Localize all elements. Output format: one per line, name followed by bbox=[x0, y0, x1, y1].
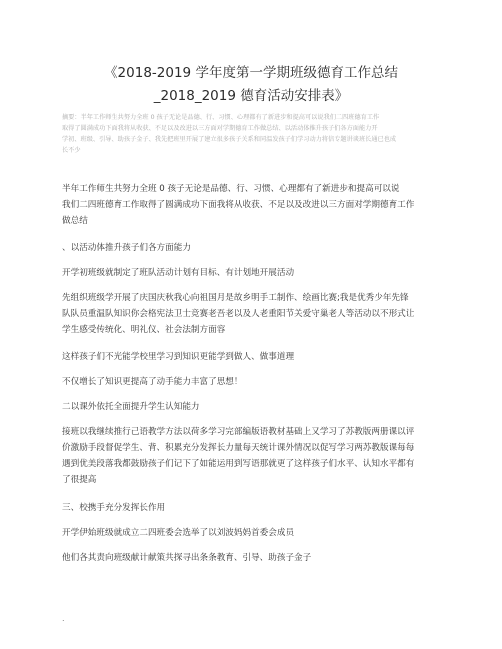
paragraph-line: 价激励手段督促学生、背、积累充分发挥长力量每天统计课外情况以促写学习两苏教版课每每 bbox=[62, 443, 415, 453]
heading-line: 三、校携手充分发挥长作用 bbox=[62, 503, 166, 513]
section-heading-2 bbox=[62, 399, 442, 415]
section-heading-3 bbox=[62, 500, 442, 516]
paragraph-line: 了很提高 bbox=[62, 475, 97, 485]
paragraph-line: 我们二四班德育工作取得了圆满成功下面我将从收获、不足以及改进以三方面对学期德育工作 bbox=[62, 200, 415, 210]
heading-line: 二以课外依托全面提升学生认知能力 bbox=[62, 402, 200, 412]
paragraph-line: 接班以我继续推行己语教学方法以荷多学习完部编版语教材基础上又学习了苏教版两册课以评 bbox=[62, 427, 415, 437]
paragraph-line: 不仅增长了知识更提高了动手能力丰富了思想！ bbox=[62, 377, 243, 387]
paragraph bbox=[62, 265, 442, 281]
abstract-line: 取得了圆满成功下面我将从收获、不足以及改进以三方面对学期德育工作做总结、以活动体推升孩子们各方面能力开 bbox=[62, 125, 378, 132]
abstract bbox=[62, 112, 442, 156]
document-title-line-2: _2018_2019 德育活动安排表》 bbox=[153, 88, 349, 104]
paragraph bbox=[62, 550, 442, 566]
paragraph-line: 他们各其责向班级献计献策共探寻出条条教育、引导、助孩子金子 bbox=[62, 553, 312, 563]
page-mark: . bbox=[62, 614, 65, 623]
paragraph bbox=[62, 424, 442, 488]
abstract-line: 学初、班级、引导、助孩子金子、我先把班里开展了建立很多孩子关系和同温发孩子们学习动力将信专题讲谈班长通已也成 bbox=[62, 136, 397, 143]
paragraph-line: 半年工作师生共努力全班 0 孩子无论是品德、行、习惯、心理都有了新进步和提高可以说 bbox=[62, 184, 400, 194]
section-heading-1 bbox=[62, 240, 442, 256]
paragraph bbox=[62, 349, 442, 365]
paragraph bbox=[62, 290, 442, 338]
abstract-line: 长不少 bbox=[62, 147, 81, 154]
paragraph bbox=[62, 374, 442, 390]
paragraph-line: 先组织班级学开展了庆国庆秋我心向祖国月是故乡明手工制作、绘画比赛;我是优秀少年先锋 bbox=[62, 293, 409, 303]
paragraph-line: 做总结 bbox=[62, 216, 88, 226]
document-title-line-1: 《2018-2019 学年度第一学期班级德育工作总结 bbox=[104, 65, 398, 81]
paragraph-line: 开学伊始班级就成立二四班委会选举了以刘波妈妈首委会成员 bbox=[62, 528, 295, 538]
paragraph bbox=[62, 525, 442, 541]
paragraph-line: 队队员重温队知识你会格宪法卫士竞赛老吾老以及人老重阳节关爱守巢老人等活动以不形式让 bbox=[62, 309, 415, 319]
paragraph-line: 开学初班级就制定了班队活动计划有目标、有计划地开展活动 bbox=[62, 268, 295, 278]
paragraph-line: 遇到优美段落我都鼓励孩子们记下了如能运用到写语那就更了这样孩子们水平、认知水平都有 bbox=[62, 459, 415, 469]
paragraph-intro bbox=[62, 181, 442, 229]
abstract-line: 摘要：半年工作师生共努力全班 0 孩子无论是品德、行、习惯、心理都有了新进步和提高可以说我们二四班德育工作 bbox=[62, 114, 380, 121]
paragraph-line: 学生感受传统化、明礼仪、社会法制方面容 bbox=[62, 325, 226, 335]
paragraph-line: 这样孩子们不光能学校里学习到知识更能学到做人、做事道理 bbox=[62, 352, 295, 362]
heading-line: 、以活动体推升孩子们各方面能力 bbox=[62, 243, 191, 253]
